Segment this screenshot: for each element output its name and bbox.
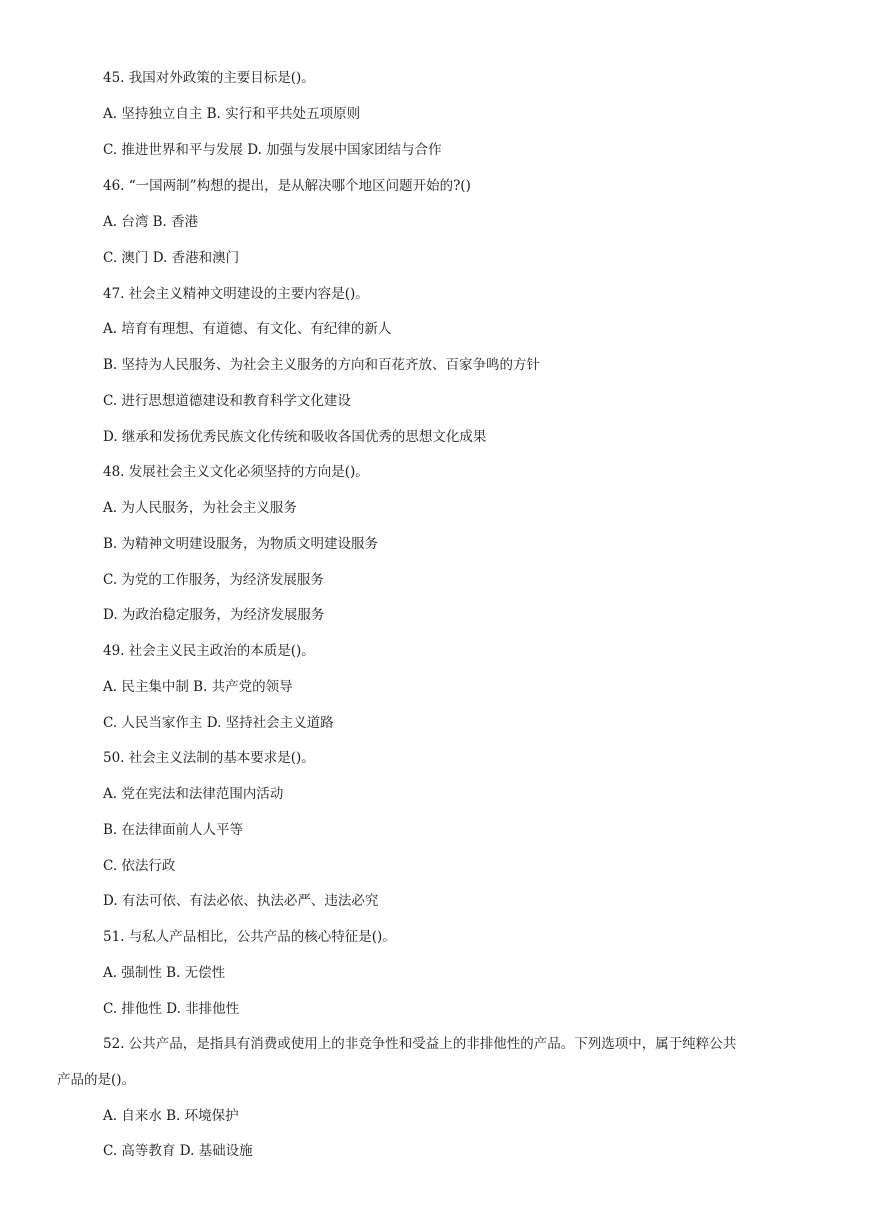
option-line: B. 在法律面前人人平等 (103, 822, 244, 838)
option-line: C. 人民当家作主 D. 坚持社会主义道路 (103, 715, 334, 731)
option-line: C. 依法行政 (103, 858, 176, 874)
question-47: 47. 社会主义精神文明建设的主要内容是()。 (103, 286, 369, 302)
question-45: 45. 我国对外政策的主要目标是()。 (103, 70, 315, 86)
option-line: A. 坚持独立自主 B. 实行和平共处五项原则 (103, 106, 361, 122)
option-line: A. 为人民服务，为社会主义服务 (103, 500, 297, 516)
question-50: 50. 社会主义法制的基本要求是()。 (103, 750, 315, 766)
option-line: A. 自来水 B. 环境保护 (103, 1108, 239, 1124)
option-line: D. 有法可依、有法必依、执法必严、违法必究 (103, 893, 379, 909)
option-line: C. 进行思想道德建设和教育科学文化建设 (103, 393, 351, 409)
option-line: C. 澳门 D. 香港和澳门 (103, 250, 240, 266)
option-line: A. 台湾 B. 香港 (103, 214, 199, 230)
question-51: 51. 与私人产品相比，公共产品的核心特征是()。 (103, 929, 396, 945)
option-line: B. 为精神文明建设服务，为物质文明建设服务 (103, 536, 379, 552)
question-52: 52. 公共产品，是指具有消费或使用上的非竞争性和受益上的非排他性的产品。下列选项中，属于纯粹公共 (103, 1036, 737, 1052)
option-line: A. 民主集中制 B. 共产党的领导 (103, 679, 293, 695)
question-48: 48. 发展社会主义文化必须坚持的方向是()。 (103, 464, 369, 480)
option-line: A. 强制性 B. 无偿性 (103, 965, 226, 981)
option-line: A. 党在宪法和法律范围内活动 (103, 786, 284, 802)
option-line: A. 培育有理想、有道德、有文化、有纪律的新人 (103, 321, 392, 337)
option-line: B. 坚持为人民服务、为社会主义服务的方向和百花齐放、百家争鸣的方针 (103, 357, 541, 373)
option-line: C. 排他性 D. 非排他性 (103, 1001, 240, 1017)
option-line: D. 继承和发扬优秀民族文化传统和吸收各国优秀的思想文化成果 (103, 429, 487, 445)
question-49: 49. 社会主义民主政治的本质是()。 (103, 643, 315, 659)
question-46: 46. “一国两制”构想的提出，是从解决哪个地区问题开始的?() (103, 178, 471, 194)
option-line: C. 为党的工作服务，为经济发展服务 (103, 572, 324, 588)
question-52-continuation: 产品的是()。 (57, 1072, 136, 1088)
option-line: C. 高等教育 D. 基础设施 (103, 1143, 253, 1159)
option-line: D. 为政治稳定服务，为经济发展服务 (103, 607, 325, 623)
option-line: C. 推进世界和平与发展 D. 加强与发展中国家团结与合作 (103, 142, 442, 158)
